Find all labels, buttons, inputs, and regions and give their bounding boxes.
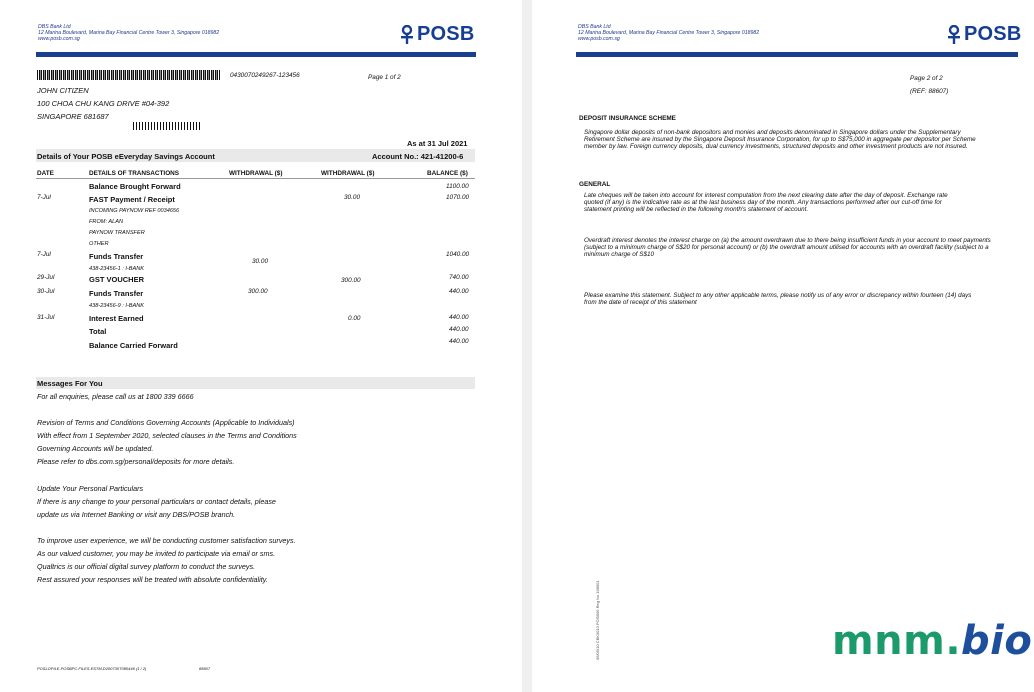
row2-description: Funds Transfer: [89, 252, 144, 261]
row5-description: Interest Earned: [89, 314, 144, 323]
row1-date: 7-Jul: [37, 194, 51, 201]
message-update-title: Update Your Personal Particulars: [37, 484, 144, 493]
row2-date: 7-Jul: [37, 251, 51, 258]
message-enquiries: For all enquiries, please call us at 1800 339 6666: [37, 392, 194, 401]
row1-sub2: FROM: ALAN: [89, 219, 123, 225]
balance-carried-forward-value: 440.00: [449, 338, 469, 345]
message-survey-line2: As our valued customer, you may be invited to participate via email or sms.: [37, 549, 276, 558]
general-paragraph-3: Please examine this statement. Subject to any other applicable terms, please notify us of any error or discrepancy within fourteen (14) days from the date of receipt of this statement: [584, 292, 972, 306]
row3-date: 29-Jul: [37, 274, 55, 281]
watermark-logo: [832, 618, 1032, 664]
logo-text: POSB: [417, 23, 475, 45]
statement-page-2: [532, 0, 1034, 692]
general-title: GENERAL: [579, 181, 611, 188]
balance-brought-forward-label: Balance Brought Forward: [89, 182, 181, 191]
row1-sub1: INCOMING PAYNOW REF 0034656: [89, 208, 180, 214]
barcode: [37, 70, 220, 80]
posb-logo-icon: [399, 25, 415, 45]
row5-date: 31-Jul: [37, 314, 55, 321]
footer-ref: 88607: [199, 666, 211, 671]
col-deposit-header: WITHDRAWAL ($): [321, 170, 375, 177]
row1-balance: 1070.00: [446, 194, 470, 201]
bank-address: 12 Marina Boulevard, Marina Bay Financial Centre Tower 3, Singapore 018982: [38, 30, 220, 36]
row3-description: GST VOUCHER: [89, 275, 145, 284]
watermark-dot: .: [945, 618, 962, 664]
statement-date: As at 31 Jul 2021: [407, 139, 468, 148]
account-title: Details of Your POSB eEveryday Savings Account: [37, 152, 215, 161]
row1-description: FAST Payment / Receipt: [89, 195, 175, 204]
row3-balance: 740.00: [449, 274, 469, 281]
row1-sub3: PAYNOW TRANSFER: [89, 230, 145, 236]
watermark-tld: bio: [961, 618, 1033, 664]
bank-name-p2: DBS Bank Ltd: [578, 24, 611, 30]
row1-deposit: 30.00: [344, 194, 360, 201]
bank-address-p2: 12 Marina Boulevard, Marina Bay Financial Centre Tower 3, Singapore 018982: [578, 30, 760, 36]
posb-logo: [399, 23, 474, 46]
row4-sub1: 438-23456-9 : I-BANK: [89, 303, 145, 309]
messages-title: Messages For You: [37, 379, 103, 388]
general-paragraph-1: Late cheques will be taken into account for interest computation from the next clearing date after the day of deposit. Exchange rate quoted (if any) is the indicative rate as at the last business day of the month. Any transactions performed after our cut-off time for statement printing will be reflected in the following month's statement of account.: [584, 192, 948, 213]
logo-text-p2: POSB: [964, 23, 1022, 45]
message-terms-line2: With effect from 1 September 2020, selected clauses in the Terms and Conditions: [37, 431, 297, 440]
col-balance-header: BALANCE ($): [427, 170, 468, 177]
side-print-code: 06/09/10 CBK3010 POSB06 Reg No 198901: [595, 580, 600, 660]
row5-deposit: 0.00: [348, 315, 361, 322]
balance-carried-forward-label: Balance Carried Forward: [89, 341, 178, 350]
row4-date: 30-Jul: [37, 288, 55, 295]
message-survey-line4: Rest assured your responses will be treated with absolute confidentiality.: [37, 575, 268, 584]
message-terms-line4: Please refer to dbs.com.sg/personal/deposits for more details.: [37, 457, 235, 466]
deposit-insurance-text: Singapore dollar deposits of non-bank depositors and monies and deposits denominated in Singapore dollars under the Supplementary Retirement Scheme are insured by the Singapore Deposit Insurance Corporation, for up to S$75,000 in aggregate per depositor per Scheme member by law. Foreign currency deposits, dual currency investments, structured deposits and other investment products are not insured.: [584, 129, 976, 150]
statement-ref: (REF: 88607): [910, 88, 949, 95]
row4-withdrawal: 300.00: [248, 288, 268, 295]
posb-logo-p2: [946, 23, 1021, 46]
row5-balance: 440.00: [449, 314, 469, 321]
header-rule: [36, 52, 476, 57]
row2-sub1: 438-23456-1 : I-BANK: [89, 266, 145, 272]
row1-sub4: OTHER: [89, 241, 109, 247]
footer-code: POSLOPILE.POSBPC.FILES.ESTM.D200730T080446 (1 / 2): [37, 666, 147, 671]
customer-address-line1: 100 CHOA CHU KANG DRIVE #04-392: [37, 99, 170, 108]
col-withdrawal-header: WITHDRAWAL ($): [229, 170, 283, 177]
account-number: Account No.: 421-41200-6: [372, 152, 464, 161]
customer-name: JOHN CITIZEN: [37, 86, 89, 95]
row2-balance: 1040.00: [446, 251, 470, 258]
watermark-main: mnm: [832, 618, 946, 664]
row3-deposit: 300.00: [341, 277, 361, 284]
page-number: Page 1 of 2: [368, 74, 401, 81]
header-rule-p2: [576, 52, 1018, 57]
row4-balance: 440.00: [449, 288, 469, 295]
postal-barcode: [133, 122, 200, 130]
total-balance: 440.00: [449, 326, 469, 333]
col-details-header: DETAILS OF TRANSACTIONS: [89, 170, 180, 177]
message-survey-line3: Qualtrics is our official digital survey platform to conduct the surveys.: [37, 562, 256, 571]
table-header-rule: [36, 178, 475, 179]
message-update-line2: If there is any change to your personal particulars or contact details, please: [37, 497, 276, 506]
message-terms-title: Revision of Terms and Conditions Governing Accounts (Applicable to Individuals): [37, 418, 295, 427]
barcode-number: 0430070249267-123456: [230, 72, 300, 79]
deposit-insurance-title: DEPOSIT INSURANCE SCHEME: [579, 115, 676, 122]
balance-brought-forward-value: 1100.00: [446, 183, 469, 190]
bank-website-p2: www.posb.com.sg: [578, 36, 620, 42]
message-survey-line1: To improve user experience, we will be conducting customer satisfaction surveys.: [37, 536, 296, 545]
posb-logo-icon: [946, 25, 962, 45]
message-update-line3: update us via Internet Banking or visit any DBS/POSB branch.: [37, 510, 236, 519]
page-divider: [522, 0, 532, 692]
bank-name: DBS Bank Ltd: [38, 24, 71, 30]
customer-address-line2: SINGAPORE 681687: [37, 112, 109, 121]
message-terms-line3: Governing Accounts will be updated.: [37, 444, 154, 453]
row4-description: Funds Transfer: [89, 289, 144, 298]
total-label: Total: [89, 327, 107, 336]
page-number-p2: Page 2 of 2: [910, 75, 943, 82]
general-paragraph-2: Overdraft interest denotes the interest charge on (a) the amount overdrawn due to there being insufficient funds in your account to meet payments (subject to a minimum charge of S$20 for personal account) or (b) the overdraft amount utilised for accounts with an overdraft facility (subject to a minimum charge of S$10: [584, 237, 991, 258]
col-date-header: DATE: [37, 170, 54, 177]
row2-withdrawal: 30.00: [252, 258, 268, 265]
bank-website: www.posb.com.sg: [38, 36, 80, 42]
